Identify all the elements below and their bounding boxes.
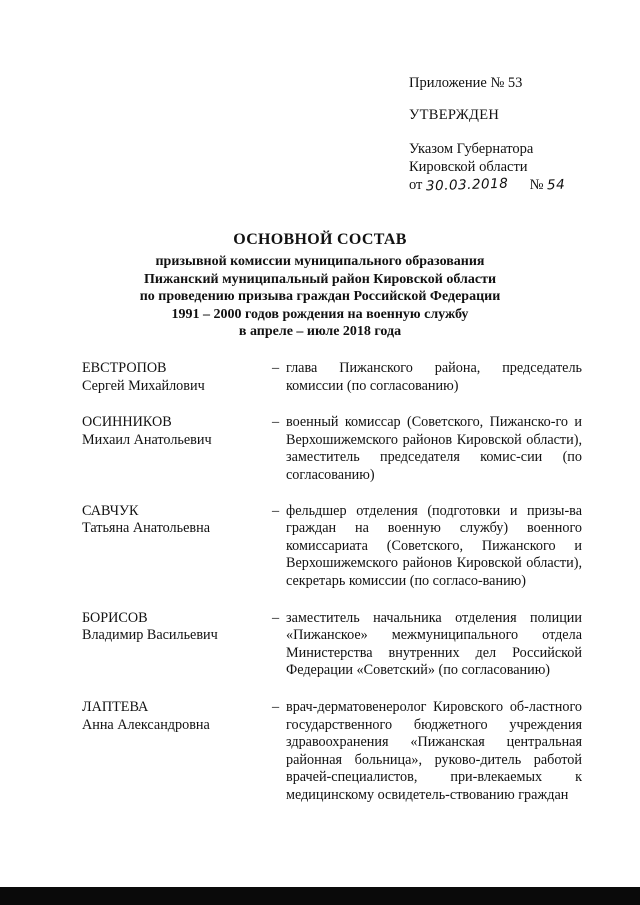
member-row bbox=[82, 414, 582, 484]
member-role: военный комиссар (Советского, Пижанско-го и Верхошижемского районов Кировской области), заместитель председателя комис-сии (по согласованию) bbox=[286, 414, 582, 483]
member-surname: ЛАПТЕВА bbox=[82, 698, 149, 715]
member-dash: – bbox=[272, 502, 280, 519]
member-dash: – bbox=[272, 360, 280, 376]
member-given-name: Владимир Васильевич bbox=[82, 627, 218, 644]
member-list bbox=[82, 360, 582, 804]
heading-line-4: 1991 – 2000 годов рождения на военную службу bbox=[171, 306, 469, 322]
number-prefix: № bbox=[529, 177, 544, 193]
member-given-name: Сергей Михайлович bbox=[82, 377, 205, 394]
approved-label: УТВЕРЖДЕН bbox=[409, 107, 500, 123]
member-name bbox=[82, 610, 272, 680]
member-dash: – bbox=[272, 698, 280, 715]
member-given-name: Анна Александровна bbox=[82, 716, 210, 733]
member-surname: ЕВСТРОПОВ bbox=[82, 360, 167, 376]
member-role: глава Пижанского района, председатель комиссии (по согласованию) bbox=[286, 360, 582, 394]
member-name bbox=[82, 699, 272, 805]
decree-region: Кировской области bbox=[409, 159, 528, 175]
document-heading bbox=[80, 230, 560, 341]
member-role: фельдшер отделения (подготовки и призы-ва граждан на военную службу) военного комиссариата (Советского, Пижанского и Верхошижемского районов Кировской области), секретарь комиссии (по согласо-ванию) bbox=[286, 502, 582, 589]
member-surname: ОСИННИКОВ bbox=[82, 414, 172, 431]
decree-authority: Указом Губернатора bbox=[409, 141, 534, 157]
handwritten-number: 54 bbox=[546, 176, 566, 194]
member-name bbox=[82, 414, 272, 484]
member-row bbox=[82, 610, 582, 680]
member-role: заместитель начальника отделения полиции «Пижанское» межмуниципального отдела Министерства внутренних дел Российской Федерации «Советский» (по согласованию) bbox=[286, 609, 582, 679]
member-row bbox=[82, 503, 582, 591]
document-title: ОСНОВНОЙ СОСТАВ bbox=[233, 231, 407, 248]
scan-edge-bar bbox=[0, 887, 640, 905]
date-prefix: от bbox=[409, 177, 423, 193]
handwritten-date: 30.03.2018 bbox=[425, 175, 509, 195]
member-name bbox=[82, 360, 272, 395]
heading-line-5: в апреле – июле 2018 года bbox=[238, 324, 402, 339]
member-row bbox=[82, 699, 582, 805]
appendix-number: Приложение № 53 bbox=[409, 75, 523, 91]
member-role: врач-дерматовенеролог Кировского об-ластного государственного бюджетного учреждения здравоохранения «Пижанская центральная районная больница», руково-дитель работой врачей-специалистов, при-влекаемых к медицинскому освидетель-ствованию граждан bbox=[286, 698, 582, 803]
member-given-name: Татьяна Анатольевна bbox=[82, 520, 210, 537]
heading-line-3: по проведению призыва граждан Российской Федерации bbox=[139, 289, 501, 304]
member-surname: БОРИСОВ bbox=[82, 609, 148, 626]
heading-line-1: призывной комиссии муниципального образования bbox=[155, 254, 485, 269]
heading-line-2: Пижанский муниципальный район Кировской области bbox=[143, 271, 497, 287]
approval-block bbox=[409, 74, 629, 194]
member-surname: САВЧУК bbox=[82, 502, 139, 519]
member-dash: – bbox=[272, 414, 280, 431]
member-row bbox=[82, 360, 582, 395]
member-dash: – bbox=[272, 609, 280, 626]
decree-date-line bbox=[409, 176, 629, 194]
member-name bbox=[82, 503, 272, 591]
member-given-name: Михаил Анатольевич bbox=[82, 431, 212, 448]
